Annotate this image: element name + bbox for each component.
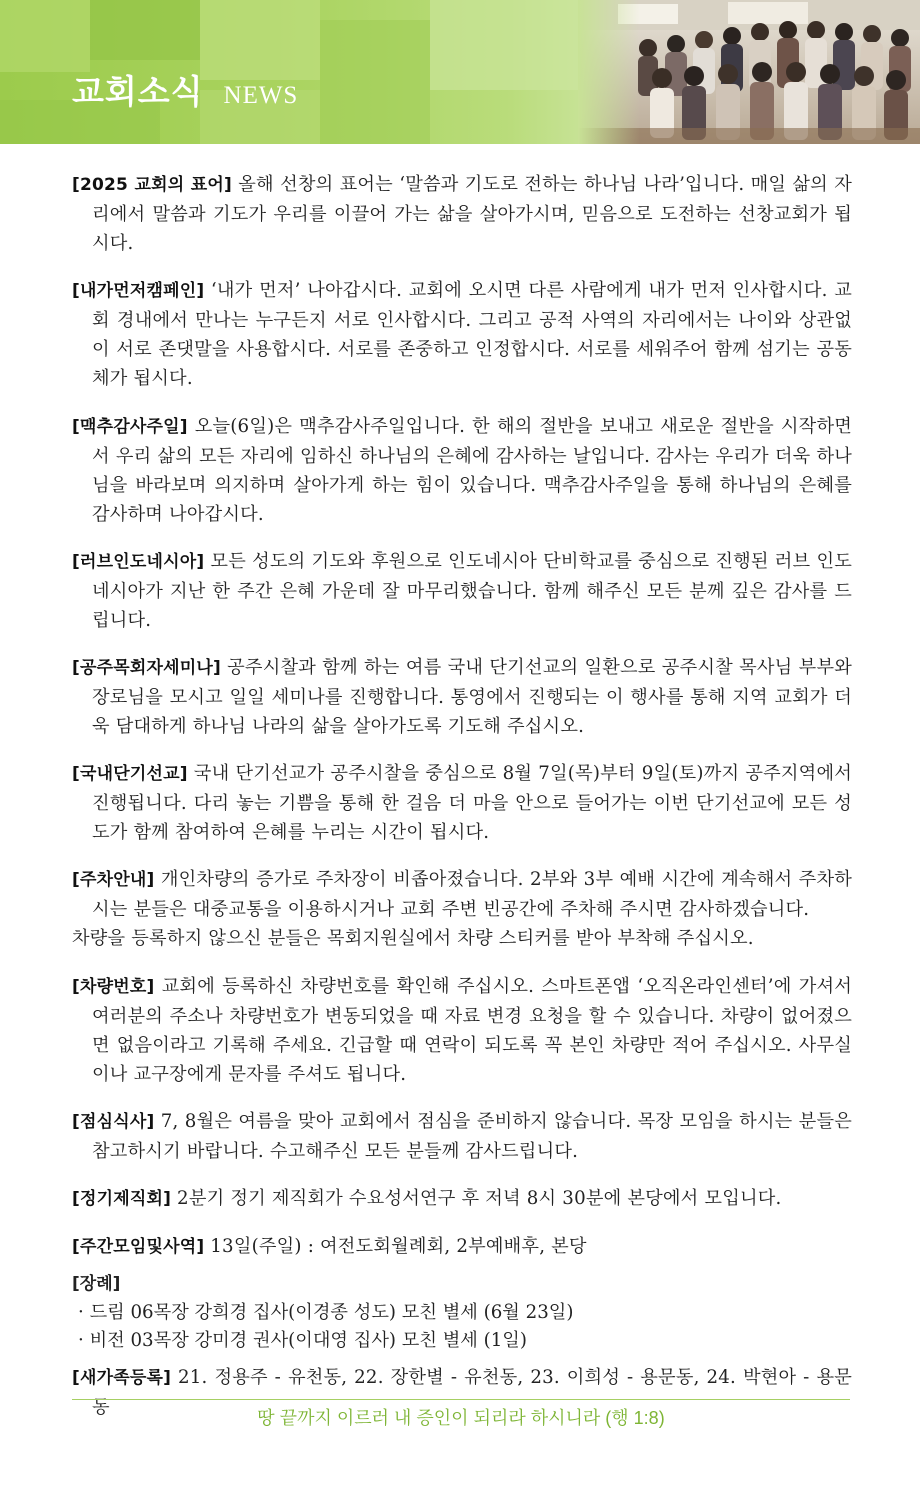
news-item-thanksgiving xyxy=(72,412,852,529)
news-item-parking xyxy=(72,865,852,953)
funeral-tag: [장례] xyxy=(72,1274,121,1295)
news-item-text: 오늘(6일)은 맥추감사주일입니다. 한 해의 절반을 보내고 새로운 절반을 시작하면서 우리 삶의 모든 자리에 임하신 하나님의 은혜에 감사하는 날입니다. 감사는 우리가 더욱 하나님을 바라보며 의지하며 살아가게 하는 힘이 있습니다. 맥추감사주일을 통해 하나님의 은혜를 감사하며 나아갑시다. xyxy=(92,415,852,525)
news-item-tag: [점심식사] xyxy=(72,1111,155,1132)
news-item-subtext: 차량을 등록하지 않으신 분들은 목회지원실에서 차량 스티커를 받아 부착해 주십시오. xyxy=(72,928,754,950)
header-title-group xyxy=(72,66,298,113)
news-item-text: 공주시찰과 함께 하는 여름 국내 단기선교의 일환으로 공주시찰 목사님 부부와 장로님을 모시고 일일 세미나를 진행합니다. 통영에서 진행되는 이 행사를 통해 지역 교회가 더욱 담대하게 하나님 나라의 삶을 살아가도록 기도해 주십시오. xyxy=(92,656,853,737)
news-item-tag: [맥추감사주일] xyxy=(72,416,188,437)
choir-photo xyxy=(578,0,920,144)
banner-tile xyxy=(0,0,90,72)
news-item-tag: [차량번호] xyxy=(72,976,155,997)
news-item-tag: [주간모임및사역] xyxy=(72,1237,205,1258)
news-item-domestic-mission xyxy=(72,759,852,847)
news-item-love-indonesia xyxy=(72,547,852,635)
news-item-pastor-seminar xyxy=(72,653,852,741)
news-item-tag: [새가족등록] xyxy=(72,1368,172,1389)
news-item-staff-meeting xyxy=(72,1184,852,1214)
page-subtitle: NEWS xyxy=(223,82,299,109)
news-item-lunch xyxy=(72,1107,852,1166)
news-item-tag: [정기제직회] xyxy=(72,1188,172,1209)
header-banner xyxy=(0,0,920,144)
news-item-weekly-meetings xyxy=(72,1232,852,1262)
news-item-text: 국내 단기선교가 공주시찰을 중심으로 8월 7일(목)부터 9일(토)까지 공주지역에서 진행됩니다. 다리 놓는 기쁨을 통해 한 걸음 더 마을 안으로 들어가는 이번 단기선교에 모든 성도가 함께 참여하여 은혜를 누리는 시간이 됩시다. xyxy=(92,763,852,844)
news-item-text: 올해 선창의 표어는 ‘말씀과 기도로 전하는 하나님 나라’입니다. 매일 삶의 자리에서 말씀과 기도가 우리를 이끌어 가는 삶을 살아가시며, 믿음으로 도전하는 선창교회가 됩시다. xyxy=(92,174,852,255)
news-item-tag: [러브인도네시아] xyxy=(72,551,205,572)
footer-verse: 땅 끝까지 이르러 내 증인이 되리라 하시니라 (행 1:8) xyxy=(257,1408,665,1428)
funeral-section xyxy=(72,1270,852,1355)
news-item-text: 21. 정용주 - 유천동, 22. 장한별 - 유천동, 23. 이희성 - 용문동, 24. 박현아 - 용문동 xyxy=(92,1367,852,1419)
news-item-text: ‘내가 먼저’ 나아갑시다. 교회에 오시면 다른 사람에게 내가 먼저 인사합시다. 교회 경내에서 만나는 누구든지 서로 인사합시다. 그리고 공적 사역의 자리에서는 나이와 상관없이 서로 존댓말을 사용합시다. 서로를 존중하고 인정합시다. 서로를 세워주어 함께 섬기는 공동체가 됩시다. xyxy=(92,280,852,390)
news-item-text: 13일(주일) : 여전도회월례회, 2부예배후, 본당 xyxy=(204,1236,587,1258)
news-list xyxy=(72,152,852,1430)
news-item-tag: [주차안내] xyxy=(72,870,155,891)
funeral-line: · 비전 03목장 강미경 권사(이대영 집사) 모친 별세 (1일) xyxy=(78,1330,527,1352)
news-item-text: 2분기 정기 제직회가 수요성서연구 후 저녁 8시 30분에 본당에서 모입니다. xyxy=(171,1187,782,1209)
news-item-tag: [내가먼저캠페인] xyxy=(72,281,205,302)
page-title: 교회소식 xyxy=(72,72,204,111)
news-item-tag: [국내단기선교] xyxy=(72,764,188,785)
news-item-text: 7, 8월은 여름을 맞아 교회에서 점심을 준비하지 않습니다. 목장 모임을 하시는 분들은 참고하시기 바랍니다. 수고해주신 모든 분들께 감사드립니다. xyxy=(92,1110,852,1162)
banner-tile xyxy=(320,20,430,144)
news-item-tag: [2025 교회의 표어] xyxy=(72,175,232,196)
banner-tile xyxy=(90,0,200,60)
footer-divider xyxy=(72,1399,850,1400)
news-item-tag: [공주목회자세미나] xyxy=(72,657,221,678)
funeral-line: · 드림 06목장 강희경 집사(이경종 성도) 모친 별세 (6월 23일) xyxy=(78,1302,574,1324)
news-item-text: 교회에 등록하신 차량번호를 확인해 주십시오. 스마트폰앱 ‘오직온라인센터’에 가셔서 여러분의 주소나 차량번호가 변동되었을 때 자료 변경 요청을 할 수 있습니다. 차량이 없어졌으면 없음이라고 기록해 주세요. 긴급할 때 연락이 되도록 꼭 본인 차량만 적어 주십시오. 사무실이나 교구장에게 문자를 주셔도 됩니다. xyxy=(92,975,852,1085)
news-item-text: 개인차량의 증가로 주차장이 비좁아졌습니다. 2부와 3부 예배 시간에 계속해서 주차하시는 분들은 대중교통을 이용하시거나 교회 주변 빈공간에 주차해 주시면 감사하겠습니다. xyxy=(92,869,852,921)
news-item-campaign xyxy=(72,276,852,393)
news-item-car-number xyxy=(72,972,852,1089)
banner-tile xyxy=(430,0,580,90)
news-item-motto xyxy=(72,170,852,258)
news-item-text: 모든 성도의 기도와 후원으로 인도네시아 단비학교를 중심으로 진행된 러브 인도네시아가 지난 한 주간 은혜 가운데 잘 마무리했습니다. 함께 해주신 모든 분께 깊은 감사를 드립니다. xyxy=(92,550,852,631)
